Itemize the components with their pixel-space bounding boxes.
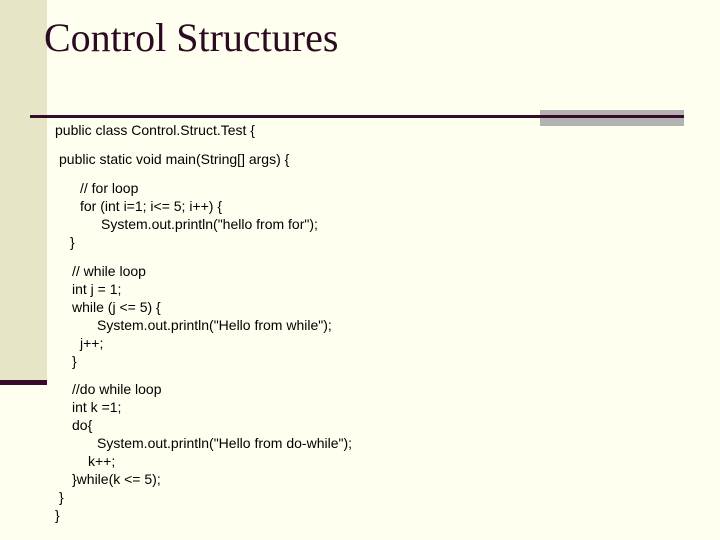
code-line: while (j <= 5) { xyxy=(72,299,161,315)
code-line: } xyxy=(70,234,75,250)
code-line: System.out.println("Hello from do-while"); xyxy=(97,435,353,451)
code-line: // while loop xyxy=(72,263,146,279)
code-line: for (int i=1; i<= 5; i++) { xyxy=(80,198,223,214)
code-line: } xyxy=(55,507,60,523)
code-line: // for loop xyxy=(80,180,139,196)
title-underline xyxy=(30,115,540,118)
code-line: do{ xyxy=(72,417,93,433)
code-line: int j = 1; xyxy=(72,281,122,297)
code-line: public static void main(String[] args) { xyxy=(59,151,290,167)
code-line: }while(k <= 5); xyxy=(72,471,161,487)
code-line: k++; xyxy=(88,453,116,469)
slide-title: Control Structures xyxy=(44,15,339,60)
code-line: System.out.println("Hello from while"); xyxy=(97,317,332,333)
side-accent-line xyxy=(0,380,47,385)
code-line: } xyxy=(72,353,77,369)
code-line: int k =1; xyxy=(72,399,122,415)
code-line: //do while loop xyxy=(72,381,162,397)
code-line: System.out.println("hello from for"); xyxy=(101,216,318,232)
code-line: } xyxy=(59,489,64,505)
code-line: public class Control.Struct.Test { xyxy=(55,122,255,138)
title-underline-accent xyxy=(540,110,684,126)
code-line: j++; xyxy=(80,335,104,351)
side-accent-bar xyxy=(0,0,47,384)
